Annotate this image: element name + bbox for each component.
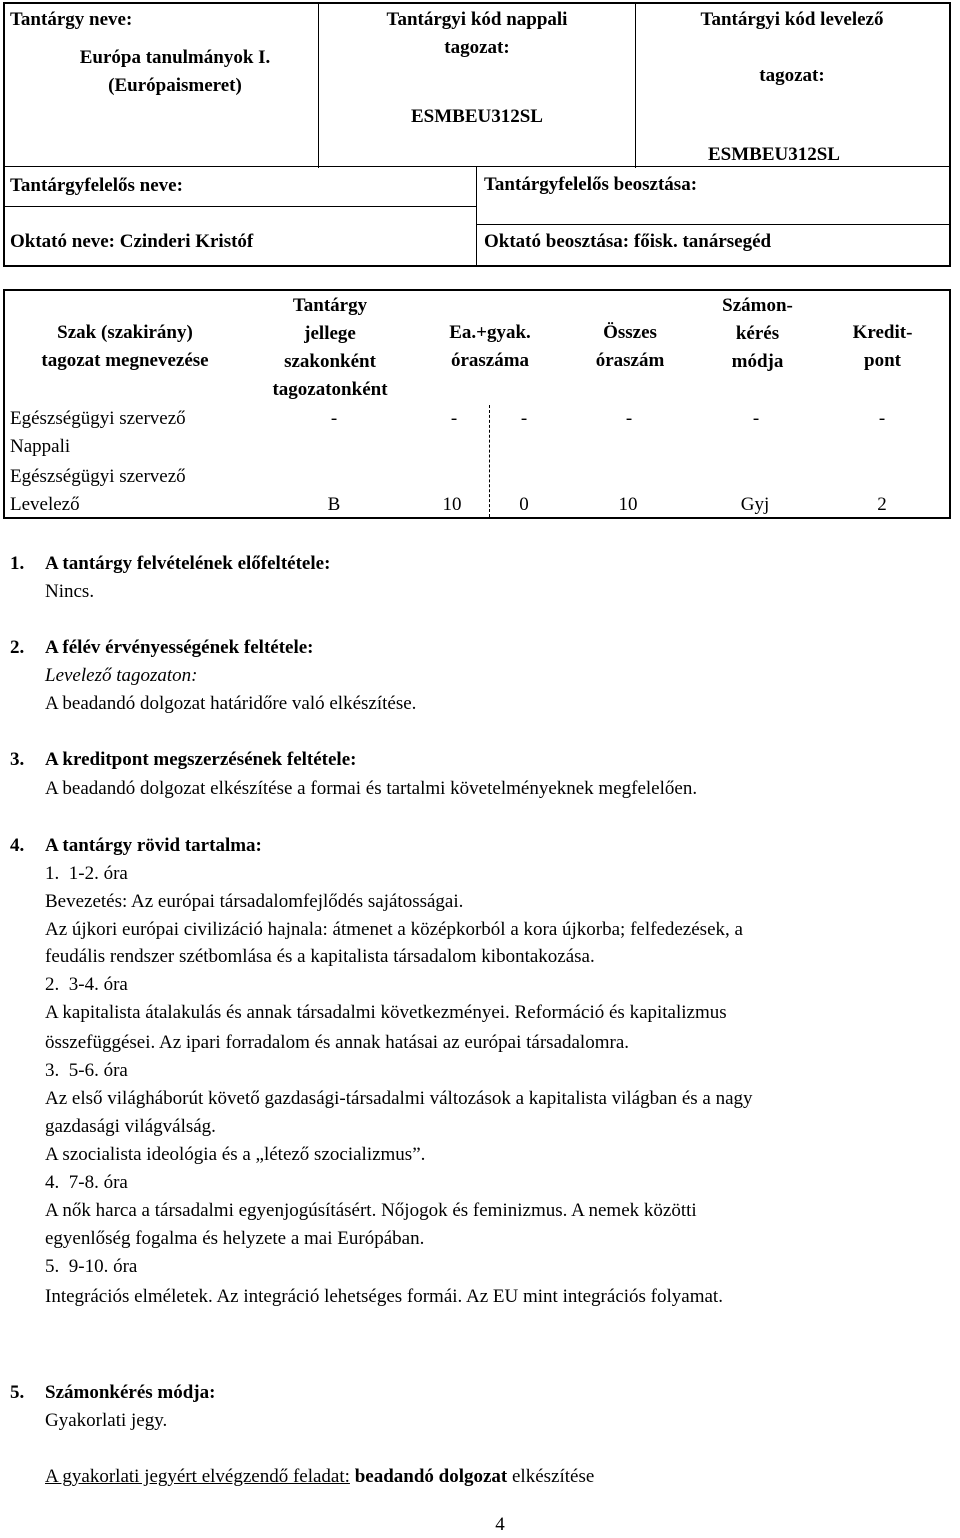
section-text: Nincs.	[45, 581, 95, 602]
section-text: A beadandó dolgozat határidőre való elkészítése.	[45, 693, 417, 714]
row-exam: Gyj	[740, 494, 770, 515]
row-major: Egészségügyi szervező	[10, 466, 186, 487]
section-number: 3.	[10, 749, 25, 770]
row-exam: -	[752, 408, 760, 429]
responsible-name-label: Tantárgyfelelős neve:	[10, 175, 183, 196]
instructor-name: Oktató neve: Czinderi Kristóf	[10, 231, 254, 252]
content-line: A szocialista ideológia és a „létező szocializmus”.	[45, 1144, 426, 1165]
responsible-position-label: Tantárgyfelelős beosztása:	[484, 174, 698, 195]
row-practice: -	[520, 408, 528, 429]
section-title: A tantárgy felvételének előfeltétele:	[45, 553, 331, 574]
corr-code-label-2: tagozat:	[759, 65, 825, 86]
content-line: A kapitalista átalakulás és annak társadalmi következményei. Reformáció és kapitalizmus	[45, 1002, 727, 1023]
content-line: 4. 7-8. óra	[45, 1172, 128, 1193]
header-hours-2: óraszáma	[450, 350, 530, 371]
row-total: 10	[618, 494, 638, 515]
row-lecture: -	[450, 408, 458, 429]
content-line: Az első világháborút követő gazdasági-társadalmi változások a kapitalista világban és a nagy	[45, 1088, 753, 1109]
header-hours-1: Ea.+gyak.	[449, 322, 531, 343]
header-credit-2: pont	[864, 350, 901, 371]
content-line: Az újkori európai civilizáció hajnala: átmenet a középkorból a kora újkorba; felfedezések, a	[45, 919, 743, 940]
content-line: 5. 9-10. óra	[45, 1256, 138, 1277]
instructor-position-label: Oktató beosztása: főisk.	[484, 231, 678, 252]
subject-name-value: Európa tanulmányok I.	[79, 47, 271, 68]
header-total-1: Összes	[603, 322, 657, 343]
content-line: gazdasági világválság.	[45, 1116, 216, 1137]
header-credit-1: Kredit-	[852, 322, 913, 343]
corr-code-value: ESMBEU312SL	[708, 144, 840, 165]
day-code-label-1: Tantárgyi kód nappali	[386, 9, 568, 30]
day-code-value: ESMBEU312SL	[411, 106, 543, 127]
subject-name-sub: (Európaismeret)	[108, 75, 242, 96]
instructor-position-value: tanársegéd	[682, 231, 772, 252]
section-title: Számonkérés módja:	[45, 1382, 216, 1403]
task-tail: elkészítése	[512, 1466, 595, 1487]
header-major-1: Szak (szakirány)	[57, 322, 193, 343]
corr-code-label-1: Tantárgyi kód levelező	[700, 9, 884, 30]
content-line: egyenlőség fogalma és helyzete a mai Európában.	[45, 1228, 425, 1249]
day-code-label-2: tagozat:	[444, 37, 510, 58]
content-line: Bevezetés: Az európai társadalomfejlődés sajátosságai.	[45, 891, 464, 912]
header-major-2: tagozat megnevezése	[41, 350, 209, 371]
section-text: A beadandó dolgozat elkészítése a formai és tartalmi követelményeknek megfelelően.	[45, 778, 698, 799]
content-line: 2. 3-4. óra	[45, 974, 128, 995]
task-line	[45, 1464, 594, 1490]
section-number: 4.	[10, 835, 25, 856]
header-exam-1: Számon-	[722, 295, 793, 316]
content-line: 3. 5-6. óra	[45, 1060, 128, 1081]
row-credit: -	[878, 408, 886, 429]
row-mode: Nappali	[10, 436, 71, 457]
content-line: Integrációs elméletek. Az integráció lehetséges formái. Az EU mint integrációs folyamat.	[45, 1286, 723, 1307]
header-exam-2: kérés	[735, 323, 780, 344]
section-title: A félév érvényességének feltétele:	[45, 637, 314, 658]
row-type: B	[327, 494, 341, 515]
header-total-2: óraszám	[595, 350, 665, 371]
section-title: A tantárgy rövid tartalma:	[45, 835, 262, 856]
row-lecture: 10	[442, 494, 462, 515]
task-bold: beadandó dolgozat	[354, 1466, 508, 1487]
row-credit: 2	[877, 494, 887, 515]
section-text: Gyakorlati jegy.	[45, 1410, 168, 1431]
content-line: összefüggései. Az ipari forradalom és annak hatásai az európai társadalomra.	[45, 1032, 629, 1053]
section-title: A kreditpont megszerzésének feltétele:	[45, 749, 357, 770]
row-major: Egészségügyi szervező	[10, 408, 186, 429]
content-line: feudális rendszer szétbomlása és a kapitalista társadalom kibontakozása.	[45, 946, 595, 967]
page-number: 4	[495, 1514, 505, 1535]
section-number: 1.	[10, 553, 25, 574]
task-label: A gyakorlati jegyért elvégzendő feladat:	[45, 1466, 350, 1487]
header-exam-3: módja	[731, 351, 784, 372]
row-mode: Levelező	[10, 494, 80, 515]
header-type-4: tagozatonként	[272, 379, 388, 400]
header-type-1: Tantárgy	[292, 295, 368, 316]
row-practice: 0	[519, 494, 529, 515]
section-subtitle: Levelező tagozaton:	[45, 665, 198, 686]
row-type: -	[330, 408, 338, 429]
header-type-3: szakonként	[284, 351, 376, 372]
instructor-position	[484, 229, 771, 255]
section-number: 2.	[10, 637, 25, 658]
row-total: -	[625, 408, 633, 429]
section-number: 5.	[10, 1382, 25, 1403]
content-line: A nők harca a társadalmi egyenjogúsításért. Nőjogok és feminizmus. A nemek közötti	[45, 1200, 697, 1221]
subject-name-label: Tantárgy neve:	[10, 9, 133, 30]
header-type-2: jellege	[304, 323, 356, 344]
content-line: 1. 1-2. óra	[45, 863, 128, 884]
